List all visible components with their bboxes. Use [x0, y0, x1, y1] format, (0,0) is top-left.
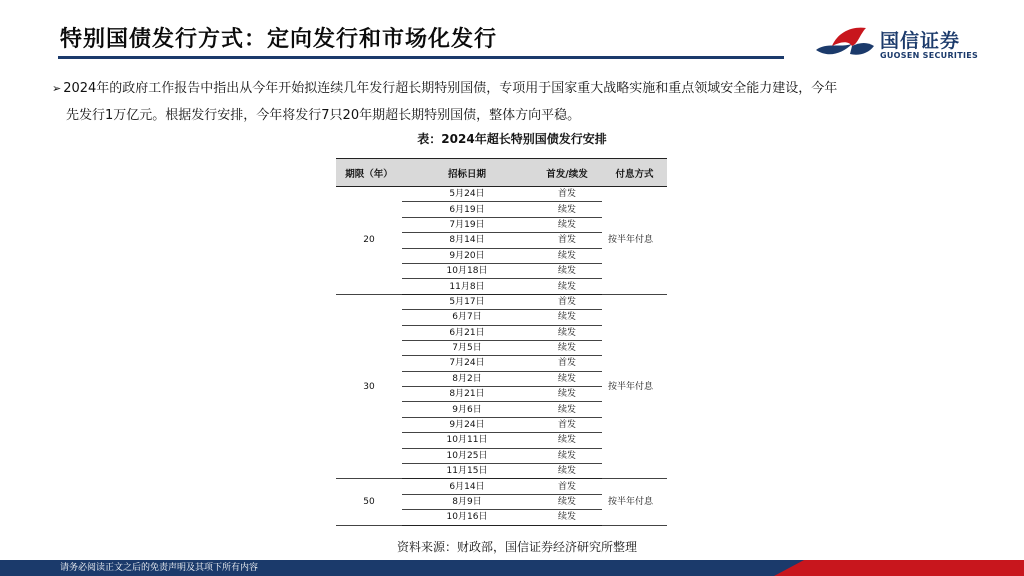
header-date: 招标日期 [402, 159, 532, 187]
cell-issue-type: 续发 [532, 340, 602, 355]
page-title: 特别国债发行方式：定向发行和市场化发行 [60, 27, 498, 52]
cell-issue-type: 首发 [532, 356, 602, 371]
table-header-row [336, 159, 667, 187]
cell-issue-type: 续发 [532, 325, 602, 340]
cell-date: 6月19日 [402, 202, 532, 217]
cell-date: 10月25日 [402, 448, 532, 463]
cell-issue-type: 续发 [532, 448, 602, 463]
cell-date: 8月21日 [402, 387, 532, 402]
cell-period: 20 [336, 187, 402, 295]
bullet-arrow-icon: ➢ [52, 82, 62, 95]
cell-date: 8月9日 [402, 494, 532, 509]
cell-issue-type: 续发 [532, 464, 602, 479]
cell-issue-type: 续发 [532, 263, 602, 278]
table-row [336, 479, 667, 494]
cell-issue-type: 续发 [532, 310, 602, 325]
source-note: 资料来源：财政部，国信证券经济研究所整理 [397, 540, 638, 554]
cell-issue-type: 首发 [532, 233, 602, 248]
cell-date: 7月19日 [402, 217, 532, 232]
cell-issue-type: 续发 [532, 217, 602, 232]
header-issue-type: 首发/续发 [532, 159, 602, 187]
cell-date: 10月18日 [402, 263, 532, 278]
table-body [336, 187, 667, 526]
cell-payment: 按半年付息 [602, 479, 667, 525]
guosen-logo [812, 20, 1012, 64]
cell-date: 9月24日 [402, 417, 532, 432]
footer-bar [0, 560, 1024, 576]
cell-date: 8月14日 [402, 233, 532, 248]
cell-issue-type: 续发 [532, 279, 602, 294]
cell-issue-type: 续发 [532, 248, 602, 263]
cell-date: 6月21日 [402, 325, 532, 340]
table-row [336, 294, 667, 309]
cell-date: 10月11日 [402, 433, 532, 448]
table-title: 表：2024年超长特别国债发行安排 [417, 132, 607, 146]
title-underline [58, 56, 784, 59]
bullet-line-1: 2024年的政府工作报告中指出从今年开始拟连续几年发行超长期特别国债，专项用于国家重大战略实施和重点领域安全能力建设，今年 [63, 81, 838, 96]
cell-date: 10月16日 [402, 510, 532, 525]
cell-payment: 按半年付息 [602, 187, 667, 295]
cell-issue-type: 续发 [532, 387, 602, 402]
cell-issue-type: 续发 [532, 494, 602, 509]
logo-chinese-name: 国信证券 [880, 30, 961, 52]
cell-issue-type: 续发 [532, 433, 602, 448]
table-row [336, 187, 667, 202]
summary-bullet [52, 75, 972, 129]
guosen-logo-icon [812, 20, 876, 64]
cell-issue-type: 首发 [532, 417, 602, 432]
cell-date: 9月6日 [402, 402, 532, 417]
bullet-line-2: 先发行1万亿元。根据发行安排，今年将发行7只20年期超长期特别国债，整体方向平稳。 [66, 108, 581, 123]
cell-issue-type: 首发 [532, 187, 602, 202]
cell-date: 9月20日 [402, 248, 532, 263]
cell-issue-type: 首发 [532, 479, 602, 494]
cell-date: 6月7日 [402, 310, 532, 325]
cell-date: 8月2日 [402, 371, 532, 386]
cell-issue-type: 续发 [532, 371, 602, 386]
footer-disclaimer: 请务必阅读正文之后的免责声明及其项下所有内容 [60, 563, 259, 573]
cell-issue-type: 续发 [532, 510, 602, 525]
cell-issue-type: 续发 [532, 402, 602, 417]
header-payment: 付息方式 [602, 159, 667, 187]
cell-date: 11月8日 [402, 279, 532, 294]
cell-issue-type: 续发 [532, 202, 602, 217]
cell-date: 6月14日 [402, 479, 532, 494]
logo-english-name: GUOSEN SECURITIES [880, 51, 979, 60]
cell-date: 5月24日 [402, 187, 532, 202]
header-period: 期限（年） [336, 159, 402, 187]
bond-schedule-table [336, 158, 667, 526]
footer-accent [774, 560, 1024, 576]
cell-date: 7月24日 [402, 356, 532, 371]
cell-issue-type: 首发 [532, 294, 602, 309]
cell-date: 11月15日 [402, 464, 532, 479]
cell-date: 5月17日 [402, 294, 532, 309]
cell-date: 7月5日 [402, 340, 532, 355]
cell-period: 50 [336, 479, 402, 525]
cell-payment: 按半年付息 [602, 294, 667, 479]
cell-period: 30 [336, 294, 402, 479]
